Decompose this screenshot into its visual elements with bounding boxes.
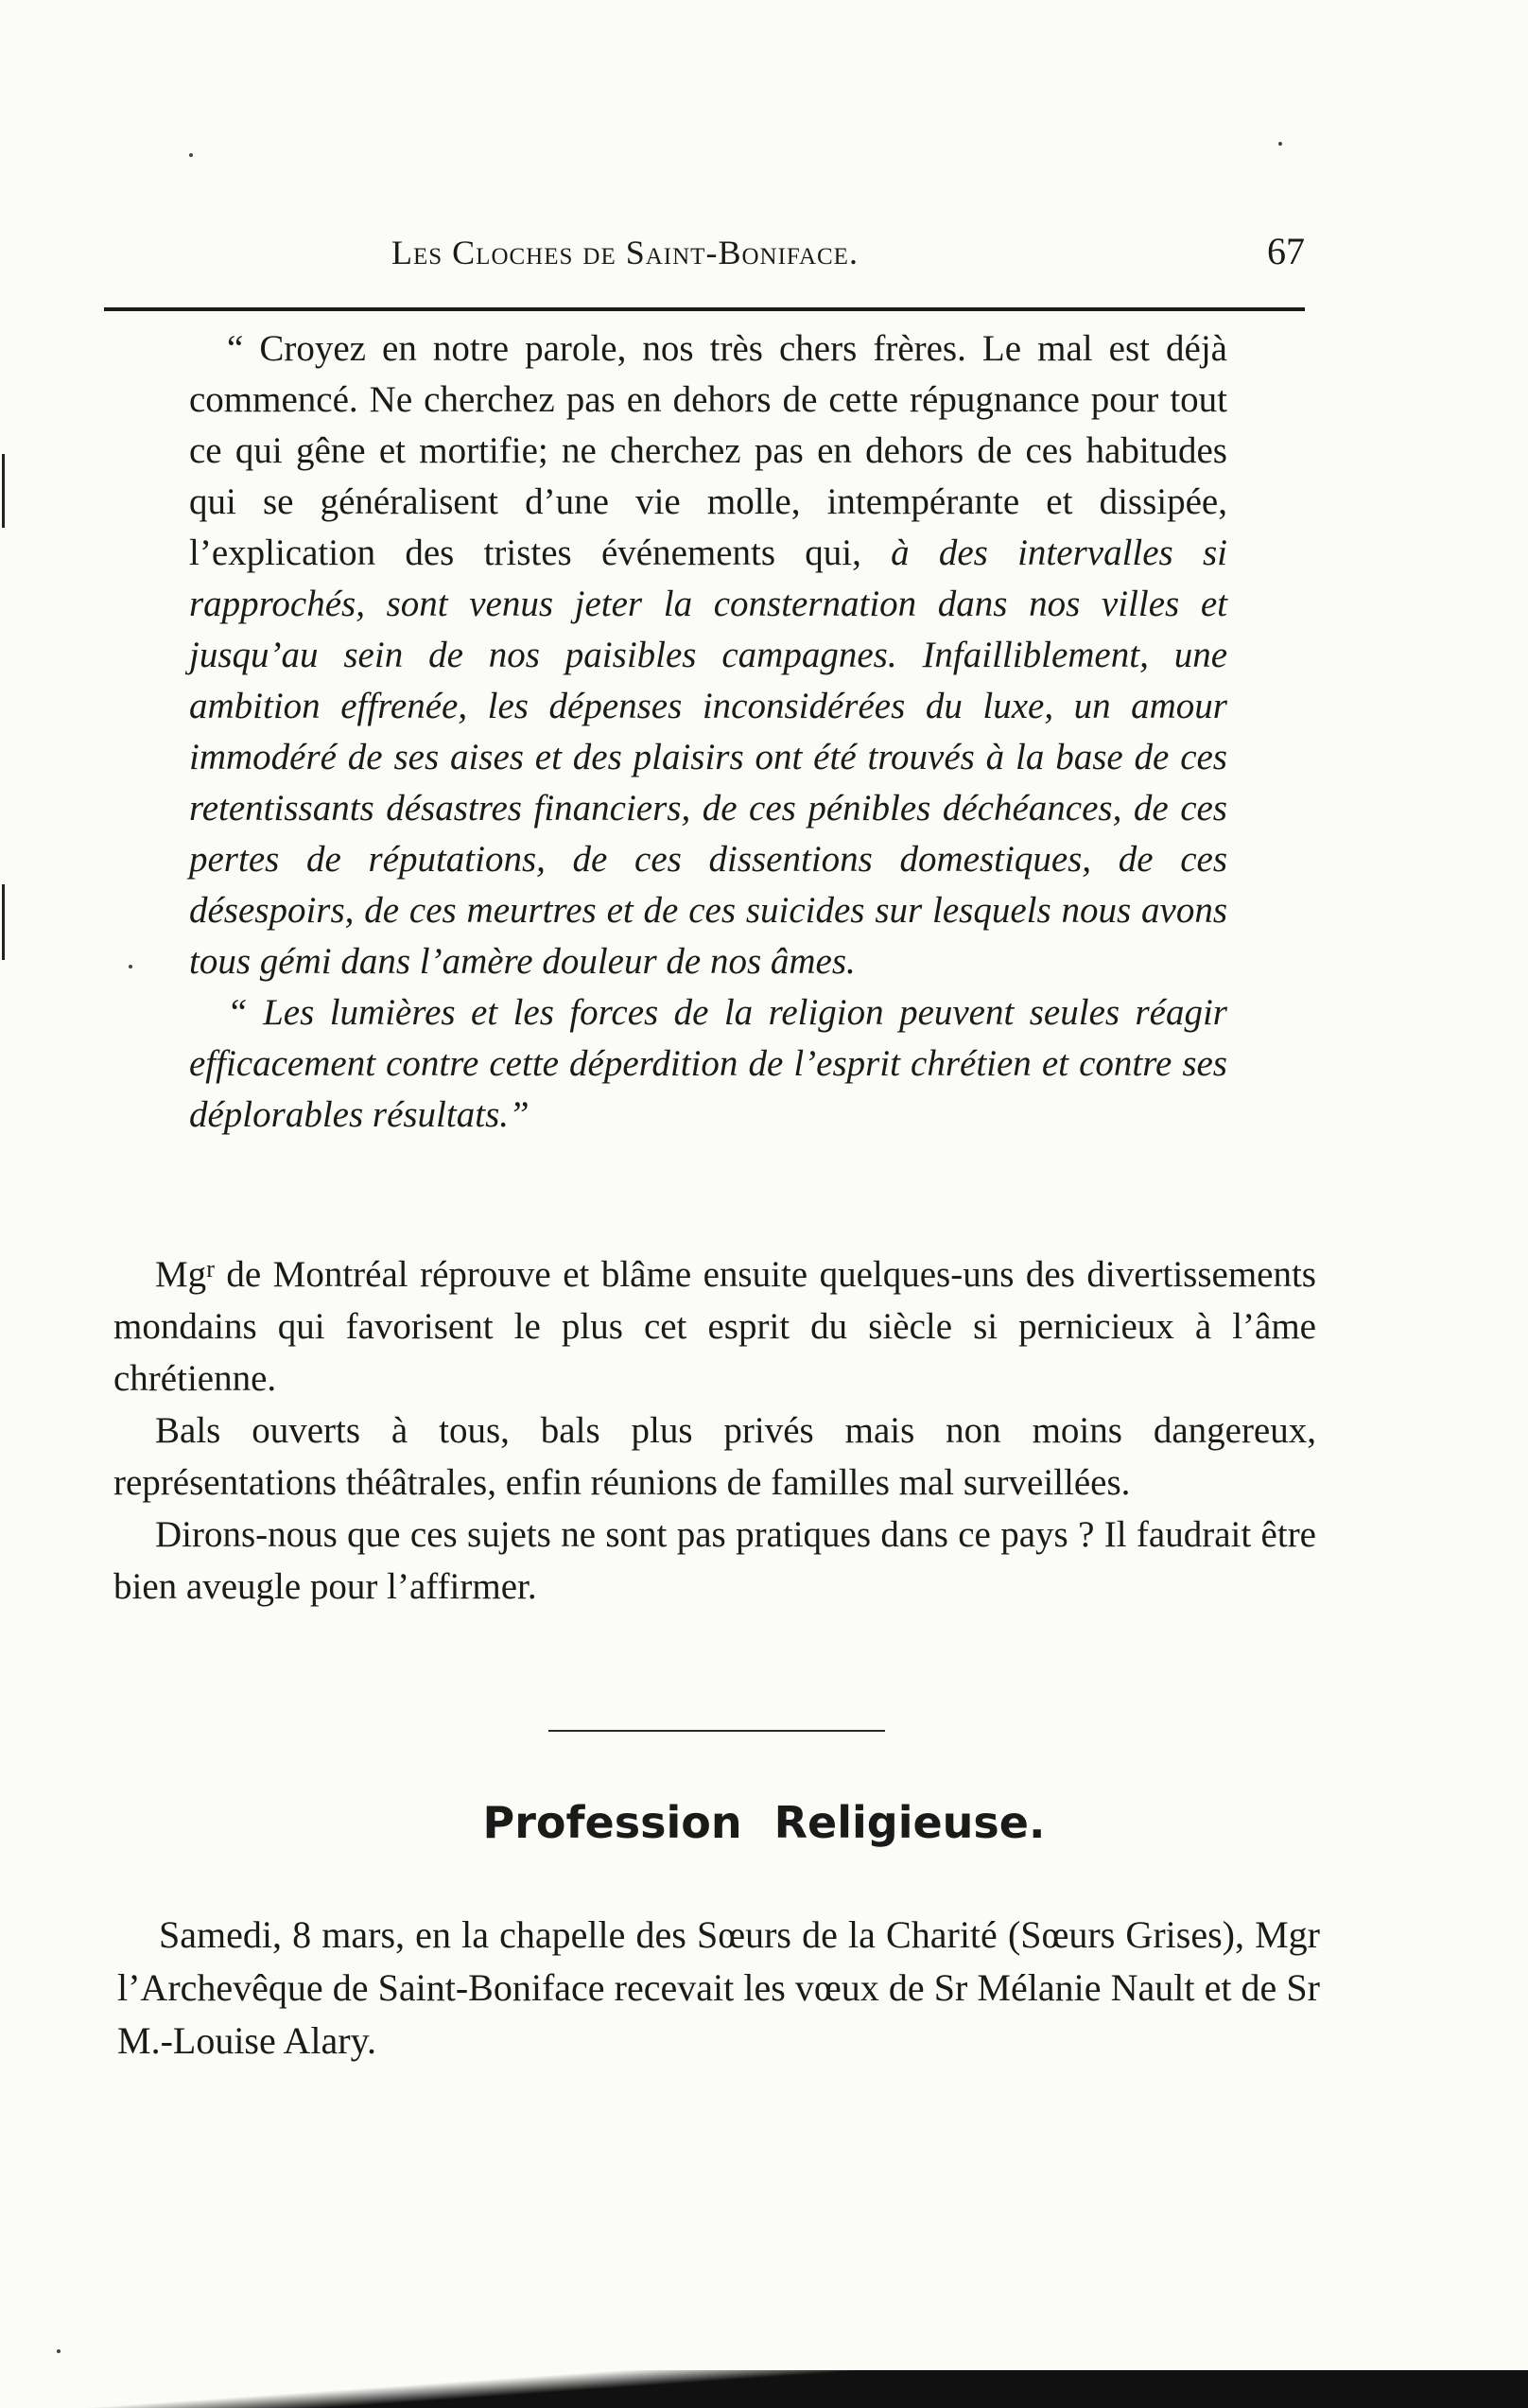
scan-margin-mark bbox=[2, 454, 5, 528]
scan-bottom-edge bbox=[0, 2370, 1528, 2408]
header-rule bbox=[104, 307, 1305, 311]
page-number: 67 bbox=[1267, 230, 1305, 272]
quote-paragraph-1 bbox=[189, 323, 1227, 987]
quote-paragraph-2-italic: “ Les lumières et les forces de la religion peuvent seules réagir efficacement contre cette déperdition de l’esprit chrétien et contre ses déplorables résultats.” bbox=[189, 992, 1227, 1135]
body-paragraph-1 bbox=[113, 1248, 1316, 1405]
running-title: Les Cloches de Saint-Boniface. bbox=[391, 234, 859, 271]
body-paragraph-2: Bals ouverts à tous, bals plus privés mais non moins dangereux, représentations théâtrales, enfin réunions de familles mal surveillées. bbox=[113, 1410, 1316, 1503]
quote-paragraph-2 bbox=[189, 987, 1227, 1141]
section-title: Profession Religieuse. bbox=[482, 1797, 1046, 1848]
scan-speck bbox=[189, 153, 193, 157]
body-paragraph-3: Dirons-nous que ces sujets ne sont pas pratiques dans ce pays ? Il faudrait être bien aveugle pour l’affirmer. bbox=[113, 1514, 1316, 1607]
quote-paragraph-1-italic: à des intervalles si rapprochés, sont venus jeter la consternation dans nos villes et jusqu’au sein de nos paisibles campagnes. Infailliblement, une ambition effrenée, les dépenses inconsidérées du luxe, un amour immodéré de ses aises et des plaisirs ont été trouvés à la base de ces retentissants désastres financiers, de ces pénibles déchéances, de ces pertes de réputations, de ces dissentions domestiques, de ces désespoirs, de ces meurtres et de ces suicides sur lesquels nous avons tous gémi dans l’amère douleur de nos âmes. bbox=[189, 532, 1227, 982]
scan-speck bbox=[57, 2349, 61, 2353]
body-paragraph-1-text: de Montréal réprouve et blâme ensuite quelques-uns des divertissements mondains qui favorisent le plus cet esprit du siècle si pernicieux à l’âme chrétienne. bbox=[113, 1254, 1316, 1399]
profession-text bbox=[117, 1909, 1320, 2068]
quote-paragraph-1-roman: “ Croyez en notre parole, nos très chers frères. Le mal est déjà commencé. Ne cherchez pas en dehors de cette répugnance pour tout ce qui gêne et mortifie; ne cherchez pas en dehors de ces habitudes qui se généralisent d’une vie molle, intempérante et dissipée, l’explication des tristes événements qui, bbox=[189, 328, 1227, 573]
scan-margin-mark bbox=[2, 884, 5, 960]
running-header bbox=[106, 229, 1305, 276]
body-text bbox=[113, 1248, 1316, 1613]
scan-speck bbox=[129, 965, 132, 968]
body-paragraph-1-abbr: Mg bbox=[155, 1254, 207, 1295]
section-separator bbox=[548, 1730, 885, 1732]
profession-paragraph: Samedi, 8 mars, en la chapelle des Sœurs de la Charité (Sœurs Grises), Mgr l’Archevêque de Saint-Boniface recevait les vœux de Sr Mélanie Nault et de Sr M.-Louise Alary. bbox=[117, 1913, 1320, 2062]
body-paragraph-1-sup: r bbox=[206, 1255, 215, 1283]
pastoral-quote bbox=[189, 323, 1227, 1141]
scan-speck bbox=[1278, 142, 1282, 146]
